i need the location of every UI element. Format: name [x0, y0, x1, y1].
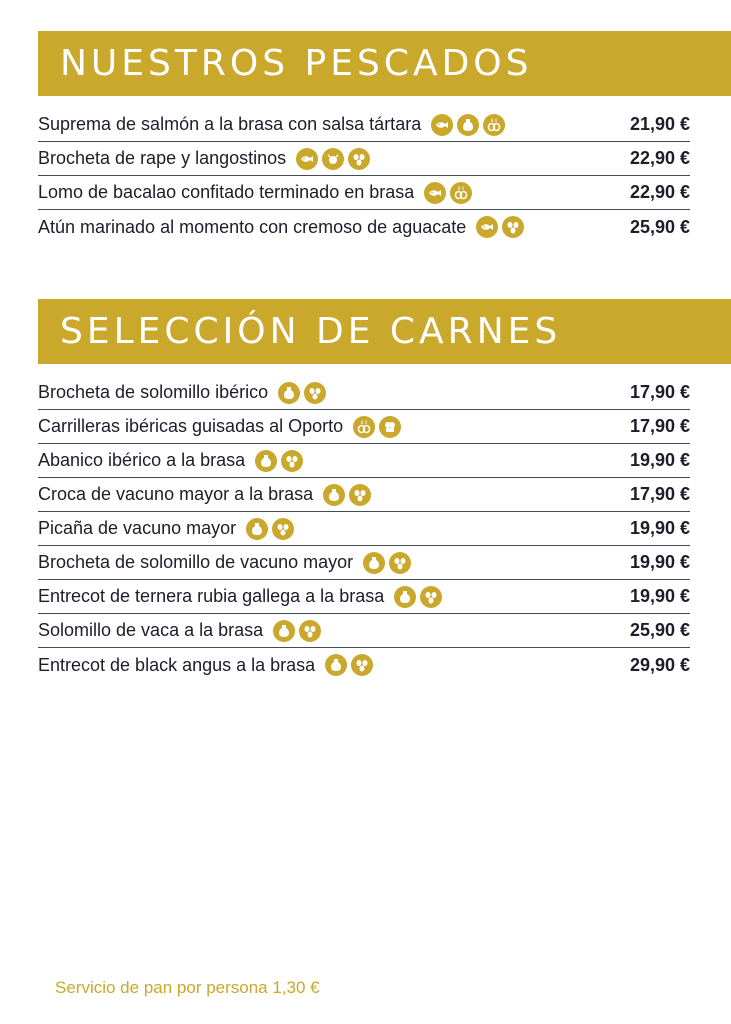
menu-list — [38, 108, 690, 244]
menu-item-name: Entrecot de ternera rubia gallega a la brasa — [38, 586, 385, 606]
menu-item-name: Abanico ibérico a la brasa — [38, 450, 246, 470]
menu-item — [38, 142, 690, 176]
fish-icon — [296, 148, 318, 170]
menu-item — [38, 410, 690, 444]
menu-item — [38, 376, 690, 410]
menu-item-price: 19,90 € — [629, 518, 690, 538]
menu-item-name: Atún marinado al momento con cremoso de aguacate — [38, 216, 467, 237]
menu-item-price: 17,90 € — [629, 382, 690, 402]
menu-item-price: 19,90 € — [629, 552, 690, 572]
menu-item-price: 17,90 € — [629, 416, 690, 436]
mustard-icon — [457, 114, 479, 136]
allergen-icons — [273, 620, 321, 642]
menu-item-name: Croca de vacuno mayor a la brasa — [38, 484, 314, 504]
menu-item — [38, 210, 690, 244]
sesame-icon — [272, 518, 294, 540]
sesame-icon — [299, 620, 321, 642]
menu-item-name: Picaña de vacuno mayor — [38, 518, 237, 538]
section-title: NUESTROS PESCADOS — [60, 43, 533, 84]
allergen-icons — [323, 484, 371, 506]
mustard-icon — [246, 518, 268, 540]
svg-text:8 X: 8 X — [360, 419, 368, 425]
egg-icon — [353, 416, 375, 438]
allergen-icons — [476, 216, 524, 238]
menu-item-price: 19,90 € — [629, 586, 690, 606]
menu-item — [38, 108, 690, 142]
section-banner — [38, 299, 731, 364]
menu-item-price: 25,90 € — [629, 216, 690, 237]
menu-item-price: 29,90 € — [629, 654, 690, 675]
menu-item-name: Brocheta de solomillo ibérico — [38, 382, 269, 402]
menu-item-name: Carrilleras ibéricas guisadas al Oporto — [38, 416, 344, 436]
allergen-icons — [394, 586, 442, 608]
section-carnes — [38, 299, 731, 682]
allergen-icons — [431, 114, 505, 136]
allergen-icons — [353, 416, 401, 438]
sesame-icon — [348, 148, 370, 170]
section-pescados — [38, 31, 731, 244]
menu-item-name: Solomillo de vaca a la brasa — [38, 620, 264, 640]
fish-icon — [476, 216, 498, 238]
menu-item-price: 25,90 € — [629, 620, 690, 640]
section-title: SELECCIÓN DE CARNES — [60, 311, 562, 352]
allergen-icons — [246, 518, 294, 540]
sesame-icon — [389, 552, 411, 574]
menu-item-name: Suprema de salmón a la brasa con salsa tártara — [38, 114, 422, 134]
mustard-icon — [278, 382, 300, 404]
sesame-icon — [349, 484, 371, 506]
sesame-icon — [304, 382, 326, 404]
menu-item — [38, 176, 690, 210]
section-banner — [38, 31, 731, 96]
allergen-icons — [363, 552, 411, 574]
menu-item-price: 22,90 € — [629, 148, 690, 168]
mustard-icon — [255, 450, 277, 472]
menu-item-price: 22,90 € — [629, 182, 690, 202]
menu-item — [38, 614, 690, 648]
menu-item — [38, 546, 690, 580]
allergen-icons — [325, 654, 373, 676]
menu-list — [38, 376, 690, 682]
mustard-icon — [363, 552, 385, 574]
allergen-icons — [255, 450, 303, 472]
sesame-icon — [351, 654, 373, 676]
menu-item-price: 21,90 € — [629, 114, 690, 134]
svg-text:8 X: 8 X — [490, 117, 498, 123]
mustard-icon — [394, 586, 416, 608]
fish-icon — [424, 182, 446, 204]
allergen-icons — [296, 148, 370, 170]
menu-item-name: Entrecot de black angus a la brasa — [38, 654, 316, 675]
menu-item-name: Brocheta de solomillo de vacuno mayor — [38, 552, 354, 572]
menu-item — [38, 478, 690, 512]
menu-item-name: Lomo de bacalao confitado terminado en brasa — [38, 182, 415, 202]
mustard-icon — [273, 620, 295, 642]
menu-item — [38, 444, 690, 478]
sesame-icon — [502, 216, 524, 238]
menu-item-price: 19,90 € — [629, 450, 690, 470]
mustard-icon — [323, 484, 345, 506]
egg-icon — [450, 182, 472, 204]
menu-item — [38, 512, 690, 546]
menu-item — [38, 580, 690, 614]
egg-icon — [483, 114, 505, 136]
menu-item-price: 17,90 € — [629, 484, 690, 504]
celery-icon — [379, 416, 401, 438]
crustacean-icon — [322, 148, 344, 170]
fish-icon — [431, 114, 453, 136]
svg-text:8 X: 8 X — [457, 185, 465, 191]
menu-item-name: Brocheta de rape y langostinos — [38, 148, 287, 168]
allergen-icons — [278, 382, 326, 404]
mustard-icon — [325, 654, 347, 676]
sesame-icon — [420, 586, 442, 608]
sesame-icon — [281, 450, 303, 472]
menu-item — [38, 648, 690, 682]
allergen-icons — [424, 182, 472, 204]
bread-service-note: Servicio de pan por persona 1,30 € — [55, 978, 320, 997]
